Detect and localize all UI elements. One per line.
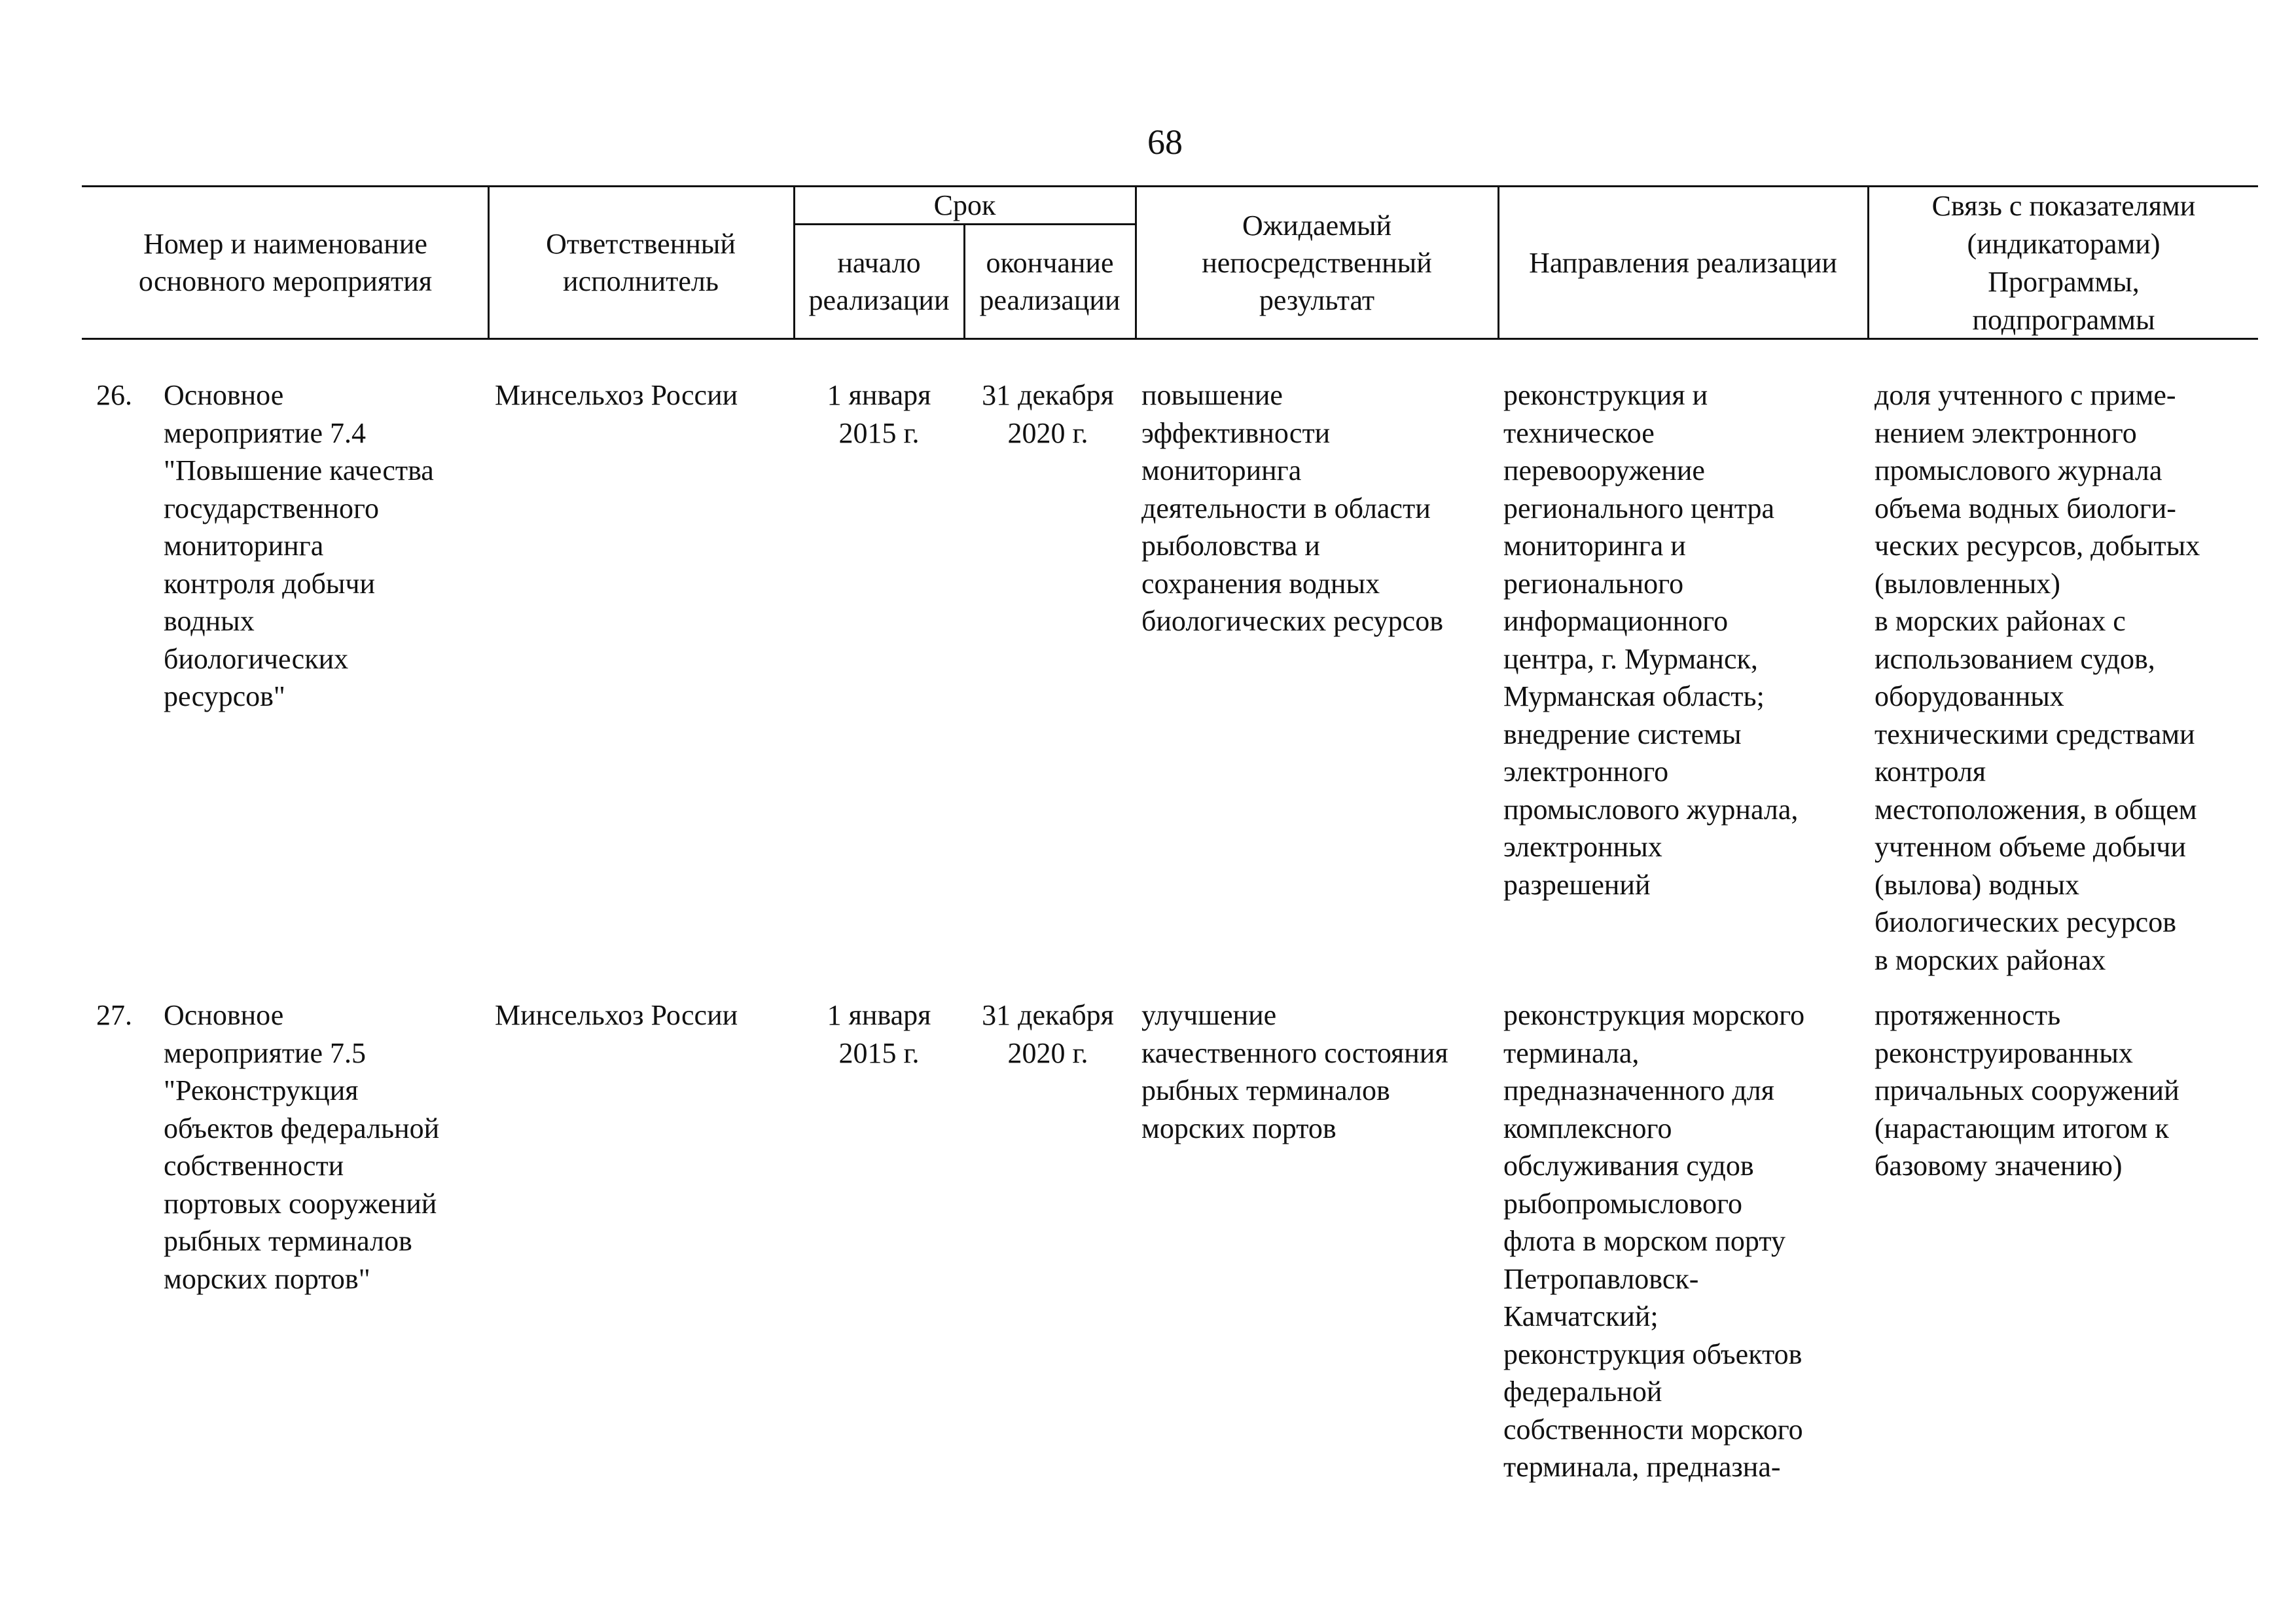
row-start: 1 января 2015 г. (827, 999, 931, 1069)
row-result: повышение эффективности мониторинга деятельности в области рыболовства и сохранения водных биологических ресурсов (1141, 379, 1443, 637)
header-directions (1499, 187, 1867, 338)
row-number: 26. (96, 379, 132, 411)
row-start: 1 января 2015 г. (827, 379, 931, 449)
row-executor: Минсельхоз России (495, 379, 738, 411)
row-link: доля учтенного с приме- нением электронного промыслового журнала объема водных биологи- ческих ресурсов, добытых (выловленных) в морских районах с использованием судов, оборудованных техническими средствами контроля местоположения, в общем учтенном объеме добычи (вылова) водных биологических ресурсов в морских районах (1874, 379, 2200, 976)
header-link (1869, 187, 2258, 338)
row-number: 27. (96, 999, 132, 1031)
row-end: 31 декабря 2020 г. (982, 999, 1114, 1069)
header-directions-text: Направления реализации (1529, 246, 1837, 279)
header-executor (490, 187, 792, 338)
header-term-text: Срок (933, 189, 996, 221)
row-end: 31 декабря 2020 г. (982, 379, 1114, 449)
row-directions: реконструкция морского терминала, предназначенного для комплексного обслуживания судов рыбопромыслового флота в морском порту Петропавловск- Камчатский; реконструкция объектов федеральной собственности морского терминала, предназна- (1503, 999, 1805, 1483)
row-result: улучшение качественного состояния рыбных терминалов морских портов (1141, 999, 1448, 1144)
header-start (795, 225, 963, 338)
header-start-text: начало реализации (808, 247, 950, 316)
row-name: Основное мероприятие 7.4 "Повышение качества государственного мониторинга контроля добычи водных биологических ресурсов" (164, 379, 434, 712)
header-executor-text: Ответственный исполнитель (546, 228, 736, 297)
header-term (795, 187, 1134, 223)
header-end (965, 225, 1134, 338)
row-executor: Минсельхоз России (495, 999, 738, 1031)
row-name: Основное мероприятие 7.5 "Реконструкция объектов федеральной собственности портовых сооружений рыбных терминалов морских портов" (164, 999, 440, 1295)
row-directions: реконструкция и техническое перевооружение регионального центра мониторинга и регионального информационного центра, г. Мурманск, Мурманская область; внедрение системы электронного промыслового журнала, электронных разрешений (1503, 379, 1799, 901)
row-link: протяженность реконструированных причальных сооружений (нарастающим итогом к базовому значению) (1874, 999, 2179, 1182)
header-name (85, 187, 486, 338)
header-result (1137, 187, 1497, 338)
header-link-text: Связь с показателями (индикаторами) Программы, подпрограммы (1931, 190, 2196, 336)
header-name-text: Номер и наименование основного мероприятия (138, 228, 433, 297)
header-result-text: Ожидаемый непосредственный результат (1202, 209, 1432, 316)
header-end-text: окончание реализации (979, 247, 1121, 316)
page-number: 68 (1147, 122, 1183, 162)
